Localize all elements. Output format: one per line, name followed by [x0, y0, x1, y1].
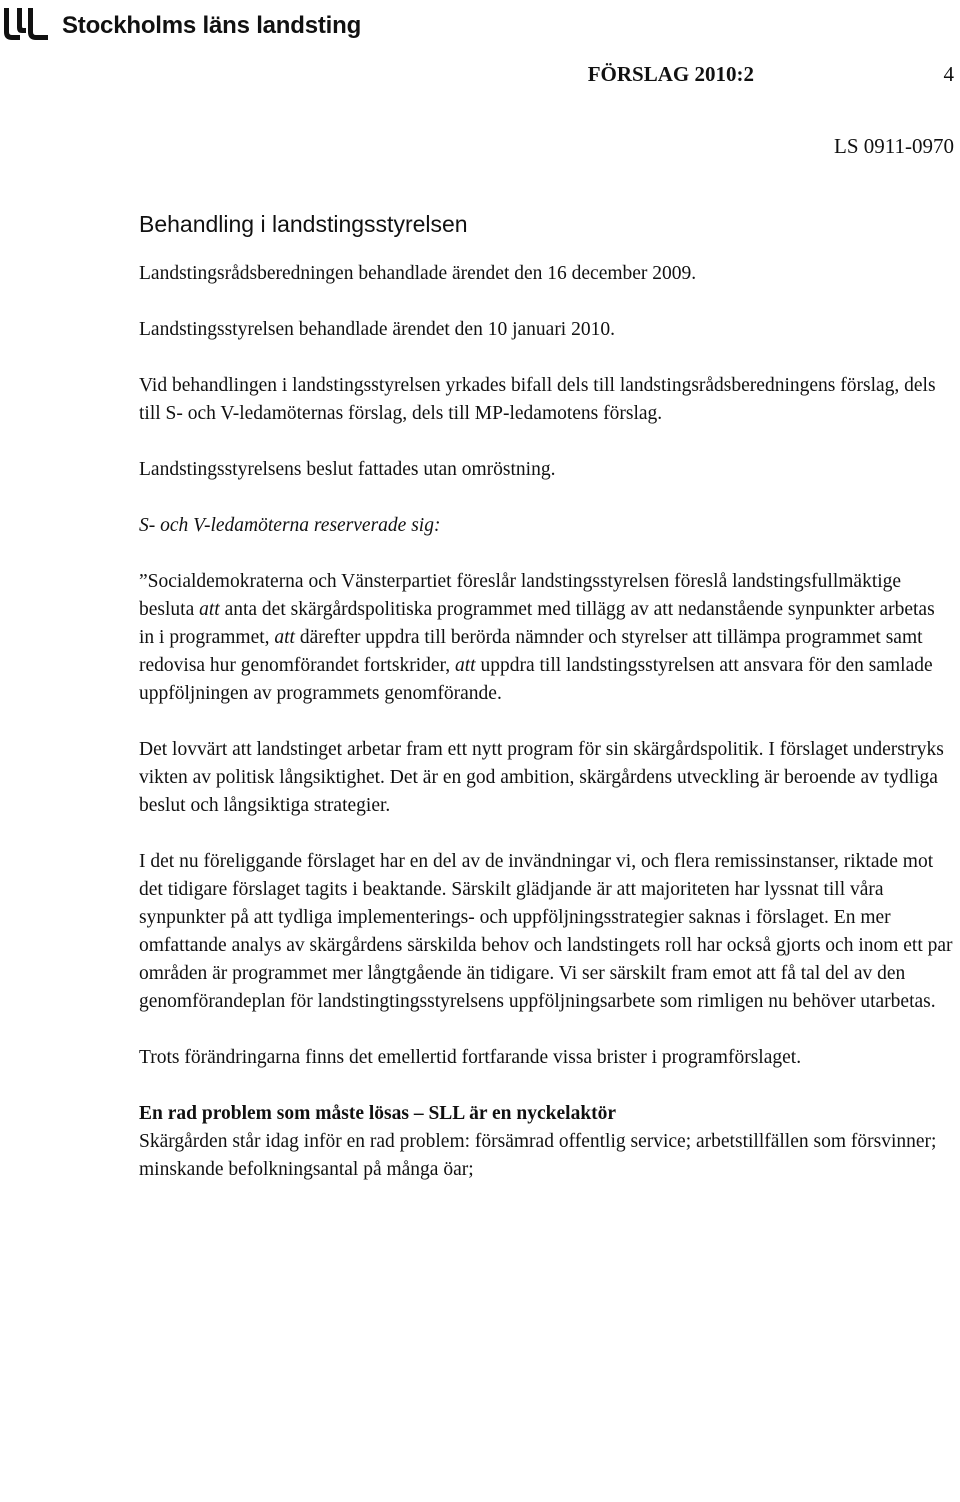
- org-name: Stockholms läns landsting: [62, 12, 362, 39]
- att-marker: att: [274, 627, 295, 648]
- paragraph-beredning: Landstingsrådsberedningen behandlade ärendet den 16 december 2009.: [139, 263, 697, 284]
- paragraph-styrelse: Landstingsstyrelsen behandlade ärendet den 10 januari 2010.: [139, 319, 615, 340]
- paragraph-brister: Trots förändringarna finns det emellertid fortfarande vissa brister i programförslaget.: [139, 1047, 802, 1068]
- paragraph-beslut: Landstingsstyrelsens beslut fattades utan omröstning.: [139, 459, 556, 480]
- att-marker: att: [455, 655, 476, 676]
- paragraph-yrkanden: Vid behandlingen i landstingsstyrelsen yrkades bifall dels till landstingsrådsberedningens förslag, dels till S- och V-ledamöternas förslag, dels till MP-ledamotens förslag.: [139, 375, 936, 424]
- text-span: ”Socialdemokraterna och Vänsterpartiet föreslår landstingsstyrelsen föreslå landstingsfullmäktige besluta: [139, 571, 902, 620]
- text-span: anta det skärgårdspolitiska programmet med tillägg av att nedanstående synpunkter arbetas in i programmet,: [139, 599, 935, 648]
- paragraph-forslag: [139, 568, 954, 708]
- att-marker: att: [199, 599, 220, 620]
- subheading: En rad problem som måste lösas – SLL är en nyckelaktör: [139, 1103, 617, 1124]
- document-body: [139, 208, 954, 1184]
- paragraph-forelggande: I det nu föreliggande förslaget har en del av de invändningar vi, och flera remissinstanser, riktade mot det tidigare förslaget tagits i beaktande. Särskilt glädjande är att majoriteten har lyssnat till våra synpunkter på att tydliga implementerings- och uppföljningsstrategier saknas i förslaget. En mer omfattande analys av skärgårdens särskilda behov och landstingets roll har också gjorts och inom ett par områden är programmet mer långtgående än tidigare. Vi ser särskilt fram emot att få tal del av den genomförandeplan för landstingtingsstyrelsens uppföljningsarbete som rimligen nu behöver utarbetas.: [139, 851, 953, 1012]
- text-span: därefter uppdra till berörda nämnder och styrelser att tillämpa programmet samt redovisa hur genomförandet fortskrider,: [139, 627, 923, 676]
- paragraph-problem: Skärgården står idag inför en rad problem: försämrad offentlig service; arbetstillfällen som försvinner; minskande befolkningsantal på många öar;: [139, 1131, 937, 1180]
- text-span: uppdra till landstingsstyrelsen att ansvara för den samlade uppföljningen av programmets genomförande.: [139, 655, 933, 704]
- reservation-heading: S- och V-ledamöterna reserverade sig:: [139, 515, 441, 536]
- org-logo: [0, 6, 361, 46]
- paragraph-lovvart: Det lovvärt att landstinget arbetar fram ett nytt program för sin skärgårdspolitik. I förslaget understryks vikten av politisk långsiktighet. Det är en god ambition, skärgårdens utveckling är beroende av tydliga beslut och långsiktiga strategier.: [139, 739, 944, 816]
- reference-number: LS 0911-0970: [834, 134, 954, 158]
- page-number: 4: [943, 62, 954, 86]
- section-heading: Behandling i landstingsstyrelsen: [139, 211, 468, 237]
- document-label: FÖRSLAG 2010:2: [587, 62, 754, 86]
- sll-logo-icon: [0, 6, 52, 46]
